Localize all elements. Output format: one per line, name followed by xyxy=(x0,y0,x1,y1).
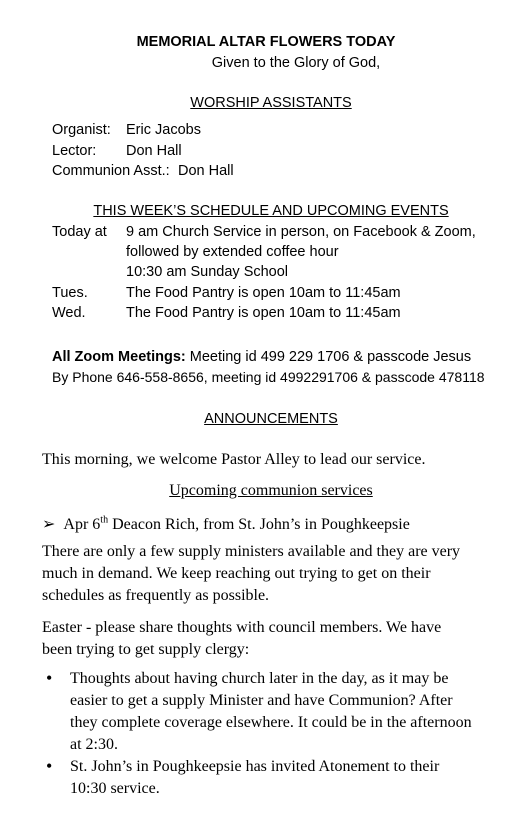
arrow-icon: ➢ xyxy=(42,516,56,533)
wed-label: Wed. xyxy=(52,305,86,321)
bullet-icon: • xyxy=(46,668,53,688)
bullet1-line-2: easier to get a supply Minister and have Communion? After xyxy=(70,692,453,709)
zoom-label: All Zoom Meetings: xyxy=(52,349,186,365)
wed-text: The Food Pantry is open 10am to 11:45am xyxy=(126,305,401,321)
lector-label: Lector: xyxy=(52,143,97,159)
lector-name: Don Hall xyxy=(126,143,182,159)
easter-line-1: Easter - please share thoughts with council members. We have xyxy=(42,619,442,636)
bullet1-line-1: Thoughts about having church later in the day, as it may be xyxy=(70,670,449,687)
supply-line-3: schedules as frequently as possible. xyxy=(42,587,270,604)
today-label: Today at xyxy=(52,224,107,240)
page-title: MEMORIAL ALTAR FLOWERS TODAY xyxy=(136,34,396,50)
zoom-meeting: Meeting id 499 229 1706 & passcode Jesus xyxy=(189,349,472,365)
worship-heading: WORSHIP ASSISTANTS xyxy=(190,95,352,111)
supply-line-2: much in demand. We keep reaching out trying to get on their xyxy=(42,565,431,582)
communion-services-heading: Upcoming communion services xyxy=(169,482,373,499)
welcome-text: This morning, we welcome Pastor Alley to lead our service. xyxy=(42,451,426,468)
today-line-2: followed by extended coffee hour xyxy=(126,244,339,260)
bullet-icon: • xyxy=(46,756,53,776)
zoom-phone: By Phone 646-558-8656, meeting id 4992291706 & passcode 478118 xyxy=(52,369,485,385)
apr-text: Deacon Rich, from St. John’s in Poughkeepsie xyxy=(112,516,410,533)
communion-name: Don Hall xyxy=(178,163,234,179)
apr-sup: th xyxy=(100,514,109,526)
apr-line xyxy=(42,514,410,534)
zoom-line xyxy=(52,349,471,365)
communion-label: Communion Asst.: xyxy=(52,163,170,179)
tues-text: The Food Pantry is open 10am to 11:45am xyxy=(126,285,401,301)
page-subtitle: Given to the Glory of God, xyxy=(211,55,381,71)
supply-line-1: There are only a few supply ministers available and they are very xyxy=(42,543,461,560)
bullet1-line-3: they complete coverage elsewhere. It could be in the afternoon xyxy=(70,714,472,731)
bullet2-line-2: 10:30 service. xyxy=(70,780,160,797)
schedule-heading: THIS WEEK’S SCHEDULE AND UPCOMING EVENTS xyxy=(93,203,449,219)
bullet1-line-4: at 2:30. xyxy=(70,736,118,753)
today-line-1: 9 am Church Service in person, on Facebook & Zoom, xyxy=(126,224,476,240)
easter-line-2: been trying to get supply clergy: xyxy=(42,641,250,658)
organist-label: Organist: xyxy=(52,122,111,138)
tues-label: Tues. xyxy=(52,285,88,301)
apr-date: Apr 6 xyxy=(63,516,101,533)
today-line-3: 10:30 am Sunday School xyxy=(126,264,289,280)
announcements-heading: ANNOUNCEMENTS xyxy=(204,411,338,427)
organist-name: Eric Jacobs xyxy=(126,122,201,138)
bullet2-line-1: St. John’s in Poughkeepsie has invited Atonement to their xyxy=(70,758,440,775)
